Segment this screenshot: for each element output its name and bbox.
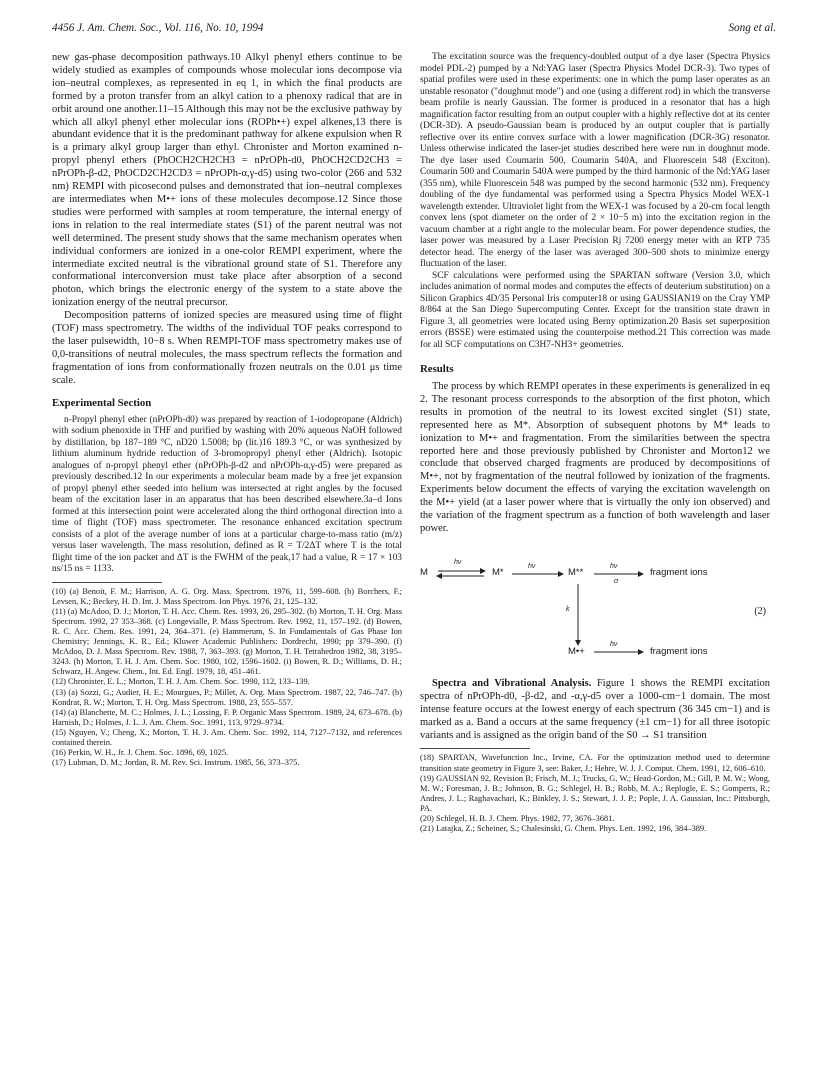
scheme-sigma: σ xyxy=(614,577,619,585)
spectra-run-in-title: Spectra and Vibrational Analysis. xyxy=(432,677,592,689)
reference-10: (10) (a) Benoit, F. M.; Harrison, A. G. Org. Mass. Spectrom. 1976, 11, 599–608. (b) Borchers, F.; Levsen, K.; Beckey, H. D. Int. J. Mass Spectrom. Ion Phys. 1976, 21, 125–132. xyxy=(52,586,402,606)
results-paragraph: The process by which REMPI operates in these experiments is generalized in eq 2. The resonant process corresponds to the absorption of the first photon, which results in promotion of the neutral to its lowest excited singlet (S1) state, represented here as M*. Absorption of subsequent photons by M* leads to ionization to M•+ and fragmentation. From the similarities between the spectra reported here and those previously published by Chronister and Morton12 we conclude that observed charged fragments are produced by decompositions of M•+, not by fragmentation of the neutral followed by ionization of the fragments. Experiments below document the effects of varying the excitation wavelength on the M•+ yield (at a laser power where that is virtually the only ion observed) and the variation of the fragment spectrum as a function of both wavelength and laser power. xyxy=(420,381,770,534)
reference-14: (14) (a) Blanchette, M. C.; Holmes, J. L.; Lossing, F. P. Organic Mass Spectrom. 1989, 24, 673–678. (b) Harnish, D.; Holmes, J. L. J. Am. Chem. Soc. 1991, 113, 9729–9734. xyxy=(52,707,402,727)
scheme-m: M xyxy=(420,566,428,578)
left-column xyxy=(52,52,402,768)
scheme-arrows xyxy=(420,548,770,668)
intro-paragraph-1: new gas-phase decomposition pathways.10 Alkyl phenyl ethers continue to be widely studied as examples of compounds whose molecular ions decompose via ion–neutral complexes, as represented in eq 1, in which the final products are formed by a proton transfer from an alkyl cation to a phenoxy radical that are in orbit around one another.11–15 Although this may not be the exclusive pathway by which all alkyl phenyl ether molecular ions (ROPh•+) expel alkenes,13 there is abundant evidence that it is the predominant pathway for alkene expulsion when R is a primary alkyl group larger than ethyl. Chronister and Morton examined n-propyl phenyl ethers (PhOCH2CH2CH3 = nPrOPh-d0, PhOCH2CD2CH3 = nPrOPh-β-d2, PhOCD2CH2CD3 = nPrOPh-α,γ-d5) using two-color (266 and 532 nm) REMPI with picosecond pulses and demonstrated that ion–neutral complexes are intermediates when M•+ ions of these molecules decompose.12 Since those studies were performed with samples at room temperature, the internal energy of ions in relation to the real intermediate states (S1) of the parent neutral was not well determined. The present study shows that the same mechanism operates when individual conformers are ionized in a one-color REMPI experiment, where the intermediate excited neutral is the vibrational ground state of S1. Therefore any conformational interconversion must take place after absorption of a second photon, which brings the electronic energy of the system to a state above the ionization energy of the neutral precursor. xyxy=(52,52,402,309)
right-column xyxy=(420,52,770,834)
reference-19: (19) GAUSSIAN 92, Revision B; Frisch, M. J.; Trucks, G. W.; Head-Gordon, M.; Gill, P. M. W.; Wong, M. W.; Foresman, J. B.; Johnson, B. G.; Schlegel, H. B.; Robb, M. A.; Replogle, E. S.; Gomperts, R.; Andres, J. L.; Raghavachari, K.; Binkley, J. S.; Stewart, J. J. P.; Pople, J. A. Gaussian, Inc.: Pittsburgh, PA. xyxy=(420,773,770,813)
footnote-rule xyxy=(52,582,162,583)
right-references xyxy=(420,753,770,834)
footnote-rule-right xyxy=(420,748,530,749)
scheme-hv-4: hν xyxy=(610,640,618,648)
scheme-hv-1: hν xyxy=(454,558,462,566)
reference-12: (12) Chronister, E. L.; Morton, T. H. J. Am. Chem. Soc. 1990, 112, 133–139. xyxy=(52,677,310,687)
spectra-text: Figure 1 shows the REMPI excitation spectra of nPrOPh-d0, -β-d2, and -α,γ-d5 over a 1000-cm−1 domain. The most intense feature occurs at the lowest energy of each spectrum (36 345 cm−1) and is marked as a. Band a occurs at the same frequency (±1 cm−1) for all three isotopic variants and is assigned as the origin band of the S0 → S1 transition xyxy=(420,677,771,741)
running-header-left: 4456 J. Am. Chem. Soc., Vol. 116, No. 10, 1994 xyxy=(52,22,264,34)
reference-17: (17) Lubman, D. M.; Jordan, R. M. Rev. Sci. Instrum. 1985, 56, 373–375. xyxy=(52,758,300,768)
scheme-hv-2: hν xyxy=(528,562,536,570)
scheme-fragment-ions-bottom: fragment ions xyxy=(650,645,708,657)
spectra-paragraph xyxy=(420,678,770,743)
laser-paragraph: The excitation source was the frequency-doubled output of a dye laser (Spectra Physics model PDL-2) pumped by a Nd:YAG laser (Spectra Physics Model DCR-3). Two types of spatial profiles were used in these experiments: one in which the pump laser operates as an unstable resonator ("doughnut mode") and one (using a different rod) in which the transverse beam profile is nearly Gaussian. The former is produced in a resonator that has a high magnification factor resulting from an output coupler with a highly reflective dot at its center (DCR-3D). A pseudo-Gaussian beam is produced by an output coupler that is partially reflective over its entire convex surface with a lower magnification (DCR-3G) resonator. Unless otherwise indicated the laser-jet studies described here were run in doughnut mode. The dye laser used Coumarin 500, Coumarin 540A, and Fluorescein 548 (Exciton). Coumarin 500 and Coumarin 540A were pumped by the third harmonic of the Nd:YAG laser (355 nm), while Fluorescein 548 was pumped by the second harmonic (532 nm). Frequency doubling of the dye fundamental was performed using a Spectra Physics Model WEX-1 wavelength extender. Ultraviolet light from the WEX-1 was focused by a 20-cm focal length convex lens (spot diameter on the order of 2 × 10−5 m) into the excitation region in the vacuum chamber at a right angle to the molecular beam. For power dependence studies, the laser power was measured by a Laser Precision Rj 7200 energy meter with an RTP 735 detector head. The energy of the laser was averaged 300–500 shots to minimize energy fluctuation of the laser. xyxy=(420,52,770,269)
reference-11: (11) (a) McAdoo, D. J.; Morton, T. H. Acc. Chem. Res. 1993, 26, 295–302. (b) Morton, T. H. Org. Mass Spectrom. 1992, 27 353–368. (c) Longevialle, P. Mass Spectrom. Rev. 1992, 11, 157–192. (d) Bowen, R. C. Acc. Chem. Res. 1991, 24, 364–371. (e) Hammerum, S. In Fundamentals of Gas Phase Ion Chemistry; Jennings, K. R., Ed.; Kluwer Academic Publishers: Dordrecht, 1990; pp 379–390. (f) McAdoo, D. J. Mass Spectrom. Rev. 1988, 7, 363–393. (g) Morton, T. H. Tetrahedron 1982, 38, 3195–3243. (h) Morton, T. H. J. Am. Chem. Soc. 1980, 102, 1596–1602. (i) Bowen, R. D.; Williams, D. H.; Schwarz, H. Angew. Chem., Int. Ed. Engl. 1979, 18, 451–461. xyxy=(52,606,402,677)
experimental-paragraph: n-Propyl phenyl ether (nPrOPh-d0) was prepared by reaction of 1-iodopropane (Aldrich) with sodium phenoxide in THF and purified by washing with 20% aqueous NaOH followed by distillation, bp 187–189 °C, nD20 1.5008; bp (lit.)16 189.3 °C, or was synthesized by lithium aluminum hydride reduction of 3-bromopropyl phenyl ether (Aldrich). Isotopic analogues of n-propyl phenyl ether (nPrOPh-β-d2 and nPrOPh-α,γ-d5) were prepared as previously described.12 In our experiments a molecular beam made by a free jet expansion of propyl phenyl ether seeded into helium was intersected at right angles by the focused beam of the excitation laser in an apparatus that has been described elsewhere.3a–d Ions formed at this intersection point were accelerated along the third orthogonal direction into a time of flight (TOF) mass spectrometer. The resonance enhanced excitation spectrum consists of a plot of the average number of ions at a particular charge-to-mass ratio (m/z) versus laser wavelength. The mass resolution, defined as R = T/2ΔT where T is the total flight time of the ion packet and ΔT is the FWHM of the peak,17 had a value, R = 17 × 103 ns/15 ns = 1133. xyxy=(52,414,402,575)
reference-16: (16) Perkin, W. H., Jr. J. Chem. Soc. 1896, 69, 1025. xyxy=(52,748,229,758)
results-section-title: Results xyxy=(420,363,454,375)
reference-13: (13) (a) Sozzi, G.; Audier, H. E.; Mourgues, P.; Millet, A. Org. Mass Spectrom. 1987, 22, 746–747. (b) Kondrat, R. W.; Morton, T. H. Org. Mass Spectrom. 1988, 23, 555–557. xyxy=(52,687,402,707)
equation-number: (2) xyxy=(754,605,766,617)
scheme-k: k xyxy=(566,605,570,613)
intro-paragraph-2: Decomposition patterns of ionized species are measured using time of flight (TOF) mass spectrometry. The widths of the individual TOF peaks correspond to the laser pulsewidth, 10−8 s. When REMPI-TOF mass spectrometry makes use of 0,0-transitions of neutral molecules, the mass spectrum reflects the formation and fragmentation of ions from conformationally frozen neutrals on the 0.01 μs time scale. xyxy=(52,310,402,386)
scheme-m-ion: M•+ xyxy=(568,645,585,657)
reference-18: (18) SPARTAN, Wavefunction Inc., Irvine, CA. For the optimization method used to determine transition state geometry in Figure 3, see: Baker, J.; Hehre, W. J. J. Comput. Chem. 1991, 12, 606–610. xyxy=(420,753,770,773)
scheme-hv-3: hν xyxy=(610,562,618,570)
scheme-fragment-ions-top: fragment ions xyxy=(650,566,708,578)
reaction-scheme-eq2 xyxy=(420,548,770,668)
reference-20: (20) Schlegel, H. B. J. Chem. Phys. 1982, 77, 3676–3681. xyxy=(420,813,615,823)
running-header-right: Song et al. xyxy=(728,22,776,34)
scheme-m-double-star: M** xyxy=(568,566,584,578)
reference-15: (15) Nguyen, V.; Cheng, X.; Morton, T. H. J. Am. Chem. Soc. 1992, 114, 7127–7132, and references contained therein. xyxy=(52,727,402,747)
scf-paragraph: SCF calculations were performed using the SPARTAN software (Version 3.0, which includes animation of normal modes and computes the effects of deuterium substitution) on a Silicon Graphics 4D/35 Personal Iris computer18 or using GAUSSIAN19 on the Cray YMP 8/864 at the San Diego Supercomputing Center. Except for the transition state drawn in Figure 3, all geometries were located using Berny optimization.20 Basis set superposition errors (BSSE) were estimated using the counterpoise method.21 This correction was made for all SCF computations on C3H7-NH3+ geometries. xyxy=(420,270,771,350)
reference-21: (21) Latajka, Z.; Scheiner, S.; Chalesinski, G. Chem. Phys. Lett. 1992, 196, 384–389. xyxy=(420,824,707,834)
left-references xyxy=(52,587,402,769)
scheme-m-star: M* xyxy=(492,566,504,578)
experimental-section-title: Experimental Section xyxy=(52,396,152,409)
